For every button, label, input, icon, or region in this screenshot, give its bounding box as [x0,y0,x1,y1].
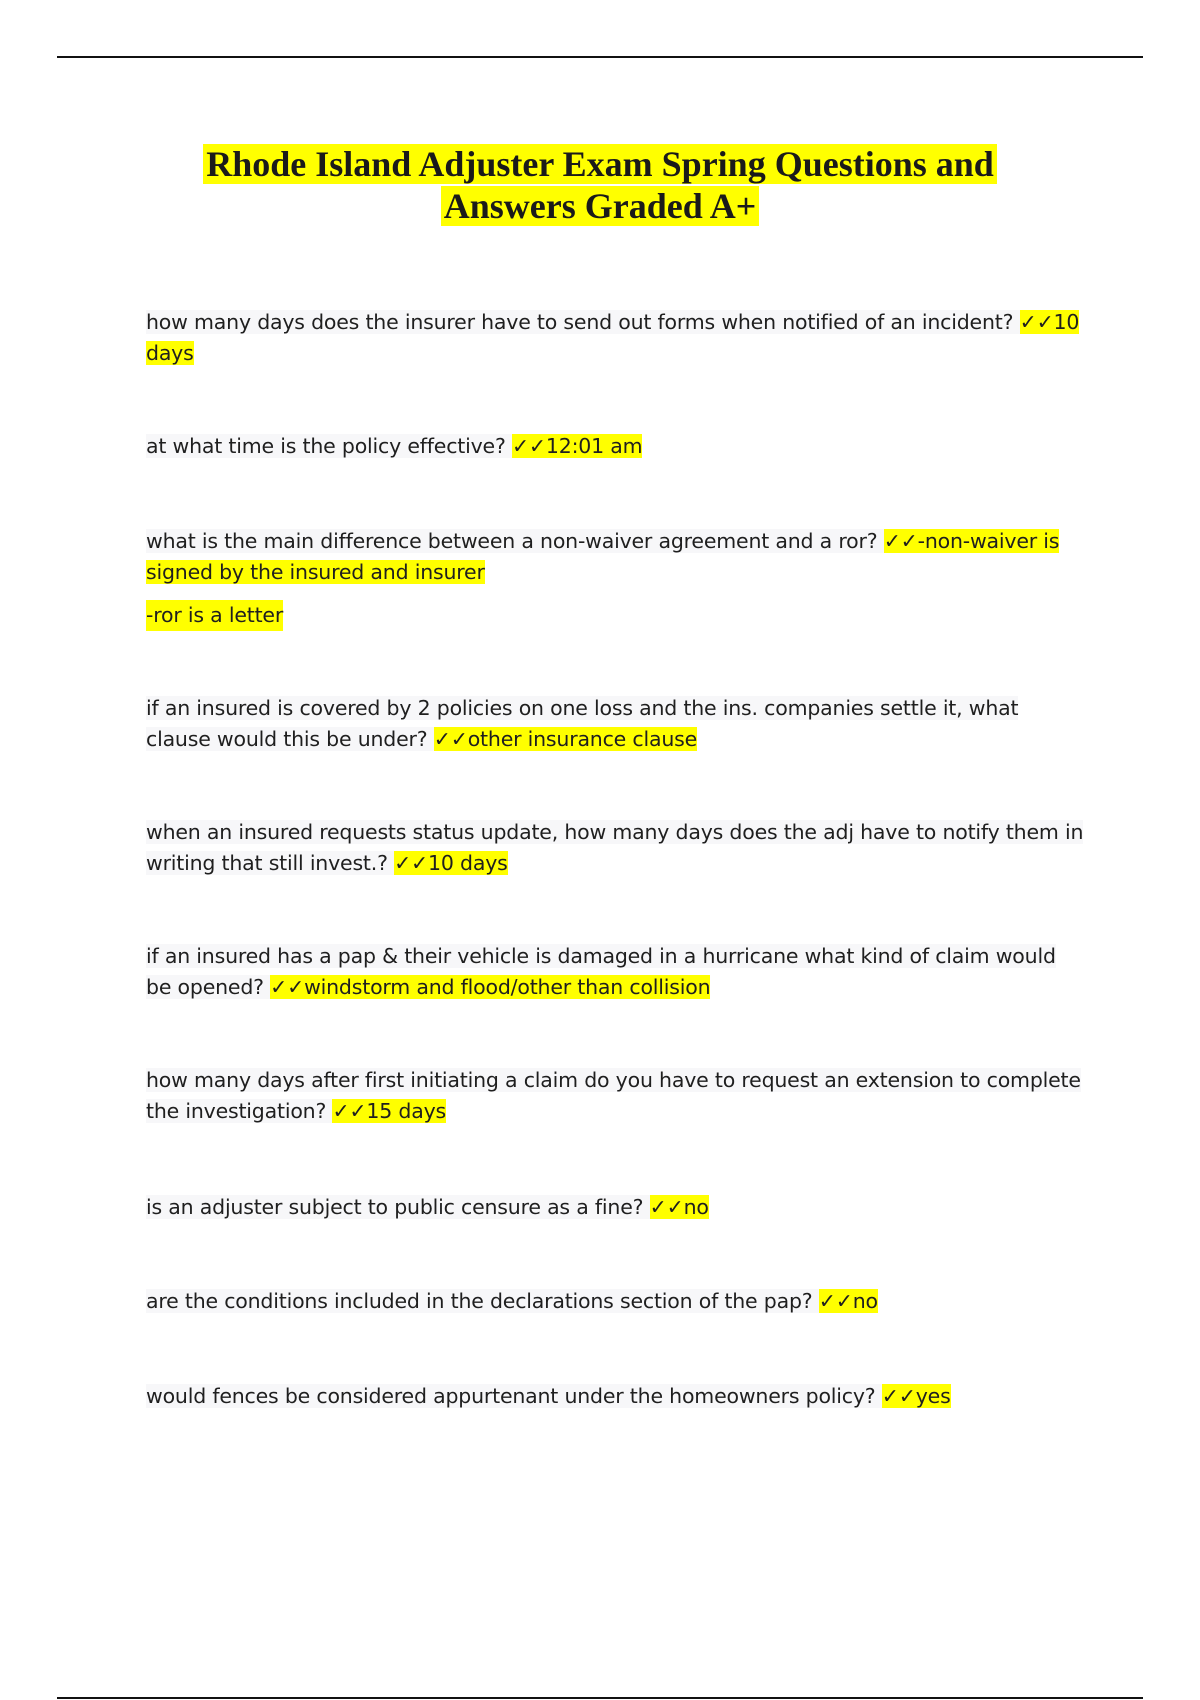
answer-text: ✓✓windstorm and flood/other than collision [270,975,711,999]
title-line-2: Answers Graded A+ [441,186,760,226]
qa-item [146,693,1086,755]
document-title [0,143,1200,227]
answer-text: ✓✓yes [881,1384,951,1408]
answer-text: ✓✓12:01 am [511,434,643,458]
answer-text: ✓✓-non-waiver is signed by the insured and insurer [146,529,1060,584]
qa-item [146,526,1086,631]
top-rule [57,56,1143,58]
question-text: if an insured is covered by 2 policies on one loss and the ins. companies settle it, what clause would this be under? [146,696,1019,751]
question-text: what is the main difference between a non-waiver agreement and a ror? [146,529,884,553]
title-line-1: Rhode Island Adjuster Exam Spring Questions and [203,144,997,184]
qa-item [146,1381,1086,1412]
question-text: how many days does the insurer have to send out forms when notified of an incident? [146,310,1020,334]
qa-item [146,1065,1086,1127]
question-text: if an insured has a pap & their vehicle is damaged in a hurricane what kind of claim would be opened? [146,944,1056,999]
question-text: is an adjuster subject to public censure as a fine? [146,1195,650,1219]
answer-text: ✓✓10 days [394,851,508,875]
bottom-rule [57,1697,1143,1699]
answer-text: ✓✓other insurance clause [433,727,698,751]
question-text: when an insured requests status update, how many days does the adj have to notify them in writing that still invest.? [146,820,1084,875]
question-text: are the conditions included in the declarations section of the pap? [146,1289,819,1313]
qa-item [146,941,1086,1003]
answer-extra-text: -ror is a letter [146,600,283,631]
qa-item [146,307,1086,369]
qa-item [146,1192,1086,1223]
answer-text: ✓✓no [818,1289,878,1313]
question-text: how many days after first initiating a claim do you have to request an extension to complete the investigation? [146,1068,1081,1123]
qa-item [146,1286,1086,1317]
qa-item [146,431,1086,462]
answer-text: ✓✓10 days [146,310,1080,365]
question-text: at what time is the policy effective? [146,434,512,458]
question-text: would fences be considered appurtenant under the homeowners policy? [146,1384,882,1408]
qa-item [146,817,1086,879]
answer-text: ✓✓no [649,1195,709,1219]
answer-text: ✓✓15 days [332,1099,446,1123]
